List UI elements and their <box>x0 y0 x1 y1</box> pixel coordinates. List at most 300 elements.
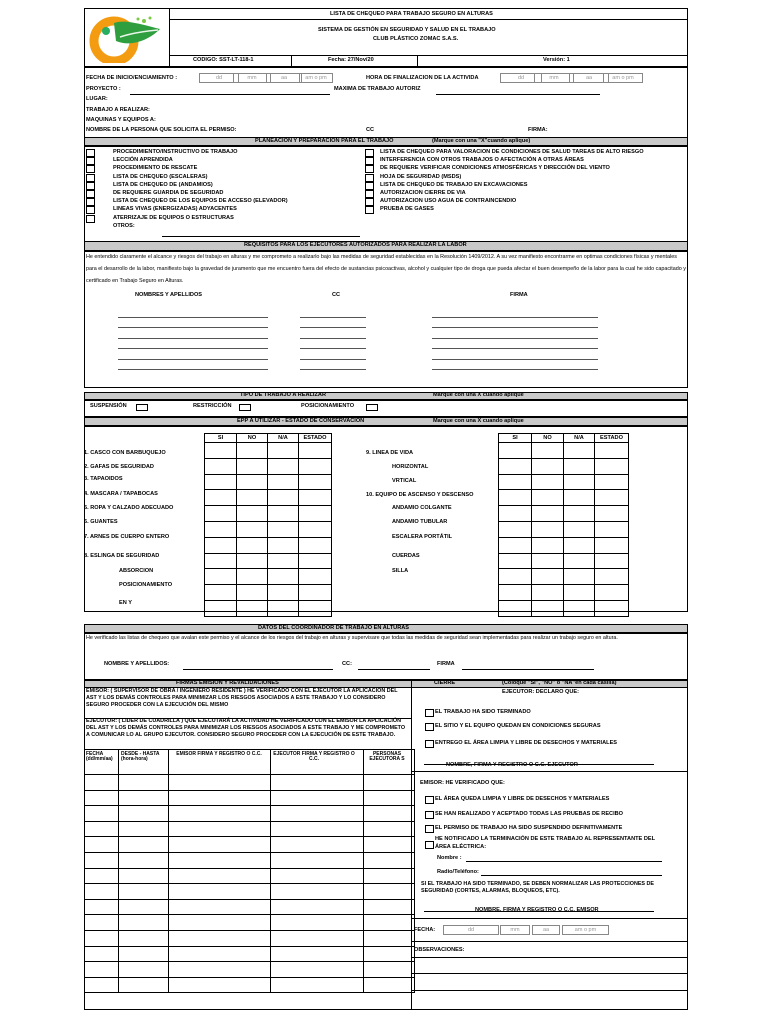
coordinator-name-line[interactable] <box>183 669 333 670</box>
revalidation-cell[interactable] <box>85 775 119 791</box>
epp-right-item: VRTICAL <box>392 478 417 484</box>
epp-check-cell[interactable] <box>299 600 332 616</box>
closure-radio-label: Radio/Teléfono: <box>437 869 479 875</box>
epp-check-cell[interactable] <box>205 443 237 459</box>
executor-cc-line[interactable] <box>300 359 366 360</box>
revalidation-cell[interactable] <box>364 899 415 915</box>
max-time-label: MAXIMA DE TRABAJO AUTORIZ <box>334 86 421 92</box>
epp-check-cell[interactable] <box>532 553 564 569</box>
start-mm-field[interactable]: mm <box>233 73 271 83</box>
revalidation-cell[interactable] <box>271 930 364 946</box>
epp-check-cell[interactable] <box>205 585 237 601</box>
revalidation-cell[interactable] <box>169 915 271 931</box>
requester-cc-label: CC <box>366 127 375 133</box>
revalidation-cell[interactable] <box>119 806 169 822</box>
revalidation-cell[interactable] <box>169 946 271 962</box>
executor-cc-line[interactable] <box>300 317 366 318</box>
closure-executor-checkbox[interactable] <box>425 740 434 748</box>
revalidation-header-cell <box>271 750 364 775</box>
revalidation-cell[interactable] <box>364 962 415 978</box>
epp-check-cell[interactable] <box>237 521 268 537</box>
epp-check-cell[interactable] <box>595 474 629 490</box>
closure-ampm-field[interactable]: am o pm <box>562 925 609 935</box>
coordinator-title: DATOS DEL COORDINADOR DE TRABAJO EN ALTURAS <box>258 625 410 631</box>
epp-check-cell[interactable] <box>299 585 332 601</box>
revalidation-cell[interactable] <box>119 790 169 806</box>
planning-right-checkbox[interactable] <box>365 206 374 214</box>
epp-check-cell[interactable] <box>299 521 332 537</box>
revalidation-cell[interactable] <box>271 806 364 822</box>
normalize-text: SI EL TRABAJO HA SIDO TERMINADO, SE DEBEN NORMALIZAR LAS PROTECCIONES DE SEGURIDAD (CORTES, ALARMAS, BLOQUEOS, ETC). <box>421 881 655 894</box>
revalidation-cell[interactable] <box>364 821 415 837</box>
revalidation-cell[interactable] <box>271 837 364 853</box>
epp-check-cell[interactable] <box>499 585 532 601</box>
epp-check-cell[interactable] <box>237 537 268 553</box>
epp-check-cell[interactable] <box>532 600 564 616</box>
epp-check-cell[interactable] <box>564 553 595 569</box>
planning-right-checkbox[interactable] <box>365 174 374 182</box>
epp-check-cell[interactable] <box>237 569 268 585</box>
signatures-title: FIRMAS EMISIÓN Y REVALIDACIONES <box>176 680 279 686</box>
epp-check-cell[interactable] <box>564 585 595 601</box>
epp-check-cell[interactable] <box>205 474 237 490</box>
revalidation-cell[interactable] <box>169 790 271 806</box>
col-emitter-label: EMISOR FIRMA Y REGISTRO O C.C. <box>176 751 262 757</box>
revalidation-cell[interactable] <box>119 775 169 791</box>
planning-right-item: HOJA DE SEGURIDAD (MSDS) <box>380 173 462 180</box>
revalidation-cell[interactable] <box>85 790 119 806</box>
observations-label: OBSERVACIONES: <box>414 947 465 953</box>
epp-left-item: 4. MASCARA / TAPABOCAS <box>84 491 158 497</box>
epp-check-cell[interactable] <box>499 521 532 537</box>
epp-check-cell[interactable] <box>268 474 299 490</box>
option-positioning-checkbox[interactable] <box>366 404 378 411</box>
revalidation-cell[interactable] <box>169 930 271 946</box>
epp-check-cell[interactable] <box>499 506 532 522</box>
start-aa-field[interactable]: aa <box>266 73 302 83</box>
epp-check-cell[interactable] <box>237 443 268 459</box>
work-type-note: Marque con una X cuando aplique <box>433 392 524 398</box>
revalidation-cell[interactable] <box>169 899 271 915</box>
revalidation-cell[interactable] <box>271 962 364 978</box>
epp-check-cell[interactable] <box>499 458 532 474</box>
revalidation-cell[interactable] <box>85 806 119 822</box>
epp-check-cell[interactable] <box>595 553 629 569</box>
work-label: TRABAJO A REALIZAR: <box>86 107 150 113</box>
planning-left-item: LECCIÓN APRENDIDA <box>113 157 173 164</box>
epp-check-cell[interactable] <box>532 537 564 553</box>
epp-check-cell[interactable] <box>532 443 564 459</box>
revalidation-cell[interactable] <box>271 977 364 993</box>
revalidation-cell[interactable] <box>85 899 119 915</box>
revalidation-cell[interactable] <box>85 946 119 962</box>
revalidation-cell[interactable] <box>364 806 415 822</box>
requirements-title: REQUISITOS PARA LOS EJECUTORES AUTORIZADOS PARA REALIZAR LA LABOR <box>244 242 467 248</box>
col-cc-label: CC <box>332 292 341 298</box>
executor-cc-line[interactable] <box>300 369 366 370</box>
executor-name-line[interactable] <box>118 348 268 349</box>
revalidation-cell[interactable] <box>119 868 169 884</box>
epp-title: EPP A UTILIZAR - ESTADO DE CONSERVACION <box>237 418 365 424</box>
start-ampm-field[interactable]: am o pm <box>299 73 333 83</box>
system-line-1: SISTEMA DE GESTIÓN EN SEGURIDAD Y SALUD EN EL TRABAJO <box>318 27 496 33</box>
epp-left-item: ABSORCION <box>119 568 154 574</box>
start-dd-field[interactable]: dd <box>199 73 239 83</box>
executor-declaration: EJECUTOR: ( LIDER DE CUADRILLA ) QUE EJECUTARÁ LA ACTIVIDAD HE VERIFICADO CON EL EMISOR LA APLICACIÓN DEL AST Y LOS DEMÁS CONTROLES PARA MINIMIZAR LOS RIESGOS ASOCIADOS A ESTE TRABAJO Y ME COMPROMETO A COMUNICAR LO AL GRUPO EJECUTOR. CONSIDERO SEGURO PROCEDER CON LA EJECUCIÓN DE ESTE TRABAJO. <box>86 718 406 738</box>
closure-executor-checkbox[interactable] <box>425 723 434 731</box>
epp-check-cell[interactable] <box>499 600 532 616</box>
option-suspension-label: SUSPENSIÓN <box>90 403 127 409</box>
epp-check-cell[interactable] <box>532 506 564 522</box>
epp-check-cell[interactable] <box>205 506 237 522</box>
executor-cc-line[interactable] <box>300 348 366 349</box>
executor-name-line[interactable] <box>118 338 268 339</box>
planning-right-item: AUTORIZACION USO AGUA DE CONTRAINCENDIO <box>380 198 517 205</box>
system-line-2: CLUB PLÁSTICO ZOMAC S.A.S. <box>373 36 459 42</box>
revalidation-cell[interactable] <box>119 977 169 993</box>
planning-left-checkbox[interactable] <box>86 190 95 198</box>
revalidation-cell[interactable] <box>169 884 271 900</box>
epp-check-cell[interactable] <box>205 537 237 553</box>
option-restriction-checkbox[interactable] <box>239 404 251 411</box>
planning-right-checkbox[interactable] <box>365 165 374 173</box>
epp-check-cell[interactable] <box>268 521 299 537</box>
epp-check-cell[interactable] <box>205 458 237 474</box>
option-suspension-checkbox[interactable] <box>136 404 148 411</box>
option-restriction-label: RESTRICCIÓN <box>193 403 232 409</box>
revalidation-cell[interactable] <box>364 915 415 931</box>
epp-check-cell[interactable] <box>299 490 332 506</box>
executor-cc-line[interactable] <box>300 338 366 339</box>
epp-check-cell[interactable] <box>268 443 299 459</box>
revalidation-cell[interactable] <box>271 946 364 962</box>
epp-header-cell: ESTADO <box>595 434 629 443</box>
revalidation-cell[interactable] <box>119 852 169 868</box>
epp-check-cell[interactable] <box>499 443 532 459</box>
planning-left-checkbox[interactable] <box>86 157 95 165</box>
revalidation-cell[interactable] <box>85 962 119 978</box>
revalidation-cell[interactable] <box>271 915 364 931</box>
epp-check-cell[interactable] <box>299 553 332 569</box>
coordinator-cc-line[interactable] <box>358 669 430 670</box>
planning-left-item: PROCEDIMIENTO DE RESCATE <box>113 165 198 172</box>
epp-check-cell[interactable] <box>564 474 595 490</box>
planning-right-checkbox[interactable] <box>365 198 374 206</box>
planning-note: (Marque con una "X"cuando aplique) <box>432 138 531 144</box>
planning-left-checkbox[interactable] <box>86 198 95 206</box>
epp-check-cell[interactable] <box>564 458 595 474</box>
revalidation-header-cell <box>85 750 119 775</box>
revalidation-cell[interactable] <box>85 930 119 946</box>
epp-note: Marque con una X cuando aplique <box>433 418 524 424</box>
epp-check-cell[interactable] <box>595 490 629 506</box>
epp-header-cell: SI <box>205 434 237 443</box>
revalidation-cell[interactable] <box>364 790 415 806</box>
epp-left-item: 3. TAPAOIDOS <box>84 476 123 482</box>
coordinator-signature-line[interactable] <box>462 669 594 670</box>
closure-emitter-checkbox[interactable] <box>425 796 434 804</box>
revalidation-cell[interactable] <box>169 977 271 993</box>
epp-header-cell: NO <box>532 434 564 443</box>
planning-left-checkbox[interactable] <box>86 165 95 173</box>
epp-check-cell[interactable] <box>237 490 268 506</box>
revalidation-cell[interactable] <box>364 775 415 791</box>
epp-check-cell[interactable] <box>268 600 299 616</box>
epp-check-cell[interactable] <box>499 569 532 585</box>
planning-left-item: OTROS: <box>113 222 135 229</box>
executor-name-line[interactable] <box>118 317 268 318</box>
closure-name-line[interactable] <box>466 861 662 862</box>
epp-check-cell[interactable] <box>595 521 629 537</box>
closure-title: CIERRE <box>434 680 456 686</box>
epp-check-cell[interactable] <box>268 458 299 474</box>
epp-check-cell[interactable] <box>237 458 268 474</box>
revalidation-cell[interactable] <box>169 868 271 884</box>
revalidation-cell[interactable] <box>271 899 364 915</box>
end-mm-field[interactable]: mm <box>534 73 574 83</box>
epp-check-cell[interactable] <box>499 553 532 569</box>
epp-check-cell[interactable] <box>237 474 268 490</box>
closure-executor-item: EL TRABAJO HA SIDO TERMINADO <box>435 709 531 715</box>
epp-check-cell[interactable] <box>595 458 629 474</box>
planning-left-checkbox[interactable] <box>86 174 95 182</box>
epp-check-cell[interactable] <box>595 506 629 522</box>
requirements-text: He entendido claramente el alcance y riesgos del trabajo en alturas y me comprometo a realizarlo bajo las medidas de seguridad establecidas en la Resolución 1409/2012. A su vez manifiesto encontrarme en optimas condiciones físicas y mentales para el desarrollo de la labor, manifiesto bajo la gravedad de juramento que me encuentro fuera del efecto de sustancias psicoactivas, alcohol y cualquier tipo de droga que pueda afectar el buen desempeño de la labor para la cual he sido capacitado y certificado en Trabajo Seguro en Alturas. <box>86 254 686 284</box>
epp-check-cell[interactable] <box>532 569 564 585</box>
epp-left-item: 2. GAFAS DE SEGURIDAD <box>84 464 154 470</box>
start-date-label: FECHA DE INICIO/ENCIAMIENTO : <box>86 75 178 81</box>
epp-check-cell[interactable] <box>205 521 237 537</box>
epp-left-item: 8. ESLINGA DE SEGURIDAD <box>84 553 160 559</box>
revalidation-cell[interactable] <box>364 946 415 962</box>
closure-aa-field[interactable]: aa <box>532 925 560 935</box>
epp-check-cell[interactable] <box>237 553 268 569</box>
epp-check-cell[interactable] <box>532 474 564 490</box>
planning-left-item: LISTA DE CHEQUEO DE LOS EQUIPOS DE ACCESO (ELEVADOR) <box>113 198 288 205</box>
project-line[interactable] <box>130 94 330 95</box>
revalidation-grid[interactable] <box>84 749 415 993</box>
revalidation-cell[interactable] <box>85 837 119 853</box>
epp-check-cell[interactable] <box>595 600 629 616</box>
revalidation-cell[interactable] <box>119 946 169 962</box>
epp-right-table[interactable] <box>498 433 629 617</box>
executor-signature-line[interactable] <box>432 327 598 328</box>
executor-signature-line[interactable] <box>432 369 598 370</box>
epp-check-cell[interactable] <box>299 537 332 553</box>
epp-check-cell[interactable] <box>532 458 564 474</box>
revalidation-cell[interactable] <box>364 852 415 868</box>
epp-right-item: ANDAMIO TUBULAR <box>392 519 448 525</box>
epp-check-cell[interactable] <box>299 458 332 474</box>
revalidation-cell[interactable] <box>169 821 271 837</box>
epp-check-cell[interactable] <box>299 474 332 490</box>
executor-signature-line[interactable] <box>432 317 598 318</box>
epp-header-cell: NO <box>237 434 268 443</box>
epp-check-cell[interactable] <box>299 443 332 459</box>
epp-check-cell[interactable] <box>564 537 595 553</box>
revalidation-cell[interactable] <box>271 821 364 837</box>
executor-signature-line[interactable] <box>432 359 598 360</box>
revalidation-cell[interactable] <box>364 977 415 993</box>
epp-check-cell[interactable] <box>268 569 299 585</box>
executor-name-line[interactable] <box>118 369 268 370</box>
closure-emitter-item: HE NOTIFICADO LA TERMINACIÓN DE ESTE TRABAJO AL REPRESENTANTE DEL ÁREA ELÉCTRICA: <box>435 836 655 850</box>
closure-emitter-checkbox[interactable] <box>425 841 434 849</box>
planning-right-item: PRUEBA DE GASES <box>380 206 434 213</box>
planning-right-checkbox[interactable] <box>365 157 374 165</box>
revalidation-cell[interactable] <box>271 868 364 884</box>
closure-executor-item: EL SITIO Y EL EQUIPO QUEDAN EN CONDICIONES SEGURAS <box>435 723 601 729</box>
epp-check-cell[interactable] <box>268 585 299 601</box>
epp-check-cell[interactable] <box>237 600 268 616</box>
epp-header-cell: SI <box>499 434 532 443</box>
closure-emitter-item: EL ÁREA QUEDA LIMPIA Y LIBRE DE DESECHOS Y MATERIALES <box>435 796 610 802</box>
planning-left-checkbox[interactable] <box>86 149 95 157</box>
epp-left-item: 6. GUANTES <box>84 519 118 525</box>
end-aa-field[interactable]: aa <box>569 73 609 83</box>
revalidation-cell[interactable] <box>169 852 271 868</box>
epp-check-cell[interactable] <box>299 506 332 522</box>
revalidation-cell[interactable] <box>85 977 119 993</box>
epp-check-cell[interactable] <box>268 537 299 553</box>
epp-check-cell[interactable] <box>205 553 237 569</box>
epp-check-cell[interactable] <box>499 474 532 490</box>
epp-check-cell[interactable] <box>564 569 595 585</box>
epp-check-cell[interactable] <box>205 569 237 585</box>
planning-left-checkbox[interactable] <box>86 206 95 214</box>
epp-check-cell[interactable] <box>595 537 629 553</box>
executor-name-line[interactable] <box>118 359 268 360</box>
revalidation-cell[interactable] <box>364 837 415 853</box>
epp-check-cell[interactable] <box>268 553 299 569</box>
planning-left-checkbox[interactable] <box>86 182 95 190</box>
revalidation-cell[interactable] <box>119 915 169 931</box>
revalidation-cell[interactable] <box>119 837 169 853</box>
revalidation-cell[interactable] <box>169 806 271 822</box>
epp-check-cell[interactable] <box>237 585 268 601</box>
closure-emitter-checkbox[interactable] <box>425 825 434 833</box>
epp-check-cell[interactable] <box>564 600 595 616</box>
planning-right-checkbox[interactable] <box>365 190 374 198</box>
revalidation-cell[interactable] <box>119 884 169 900</box>
planning-right-item: AUTORIZACION CIERRE DE VIA <box>380 190 466 196</box>
planning-title: PLANEACIÓN Y PREPARACIÓN PARA EL TRABAJO <box>255 138 394 144</box>
col-from-label: DESDE - HASTA (hora-hora) <box>121 751 160 762</box>
revalidation-cell[interactable] <box>119 821 169 837</box>
coordinator-text: He verificado las listas de chequeo que avalan este permiso y el alcance de los riesgos del trabajo en alturas y supervisare que todas las medidas de seguridad sean implementadas para realizar un trabajo seguro en altura. <box>86 635 618 641</box>
revalidation-cell[interactable] <box>364 884 415 900</box>
executor-signature-line[interactable] <box>432 348 598 349</box>
closure-name-label: Nombre : <box>437 855 462 861</box>
epp-header-cell: N/A <box>564 434 595 443</box>
emitter-sign-label: NOMBRE, FIRMA Y REGISTRO O C.C. EMISOR <box>475 907 599 913</box>
epp-check-cell[interactable] <box>499 537 532 553</box>
revalidation-cell[interactable] <box>271 775 364 791</box>
epp-check-cell[interactable] <box>237 506 268 522</box>
revalidation-cell[interactable] <box>85 852 119 868</box>
epp-check-cell[interactable] <box>532 585 564 601</box>
epp-left-item: 1. CASCO CON BARBUQUEJO <box>84 450 166 456</box>
planning-other-line[interactable] <box>162 236 360 237</box>
epp-right-item: SILLA <box>392 568 409 574</box>
epp-right-item: 10. EQUIPO DE ASCENSO Y DESCENSO <box>366 492 474 498</box>
form-title: LISTA DE CHEQUEO PARA TRABAJO SEGURO EN ALTURAS <box>330 11 493 17</box>
closure-dd-field[interactable]: dd <box>443 925 499 935</box>
revalidation-cell[interactable] <box>85 915 119 931</box>
planning-right-checkbox[interactable] <box>365 182 374 190</box>
revalidation-cell[interactable] <box>119 962 169 978</box>
epp-check-cell[interactable] <box>205 600 237 616</box>
revalidation-cell[interactable] <box>119 899 169 915</box>
revalidation-cell[interactable] <box>85 868 119 884</box>
end-dd-field[interactable]: dd <box>500 73 542 83</box>
revalidation-cell[interactable] <box>119 930 169 946</box>
epp-left-item: EN Y <box>119 600 132 606</box>
revalidation-cell[interactable] <box>364 930 415 946</box>
executor-signature-line[interactable] <box>432 338 598 339</box>
closure-radio-line[interactable] <box>481 875 662 876</box>
epp-check-cell[interactable] <box>595 443 629 459</box>
planning-right-item: LISTA DE CHEQUEO PARA VALORACION DE CONDICIONES DE SALUD TAREAS DE ALTO RIESGO <box>380 149 644 155</box>
epp-left-item: 5. ROPA Y CALZADO ADECUADO <box>84 505 174 511</box>
planning-right-checkbox[interactable] <box>365 149 374 157</box>
executor-cc-line[interactable] <box>300 327 366 328</box>
epp-check-cell[interactable] <box>564 443 595 459</box>
epp-left-item: POSICIONAMIENTO <box>119 582 173 588</box>
epp-check-cell[interactable] <box>532 490 564 506</box>
coordinator-cc-label: CC: <box>342 661 352 667</box>
closure-mm-field[interactable]: mm <box>500 925 530 935</box>
revalidation-cell[interactable] <box>169 837 271 853</box>
revalidation-cell[interactable] <box>169 962 271 978</box>
epp-check-cell[interactable] <box>595 585 629 601</box>
closure-emitter-checkbox[interactable] <box>425 811 434 819</box>
epp-check-cell[interactable] <box>564 521 595 537</box>
revalidation-cell[interactable] <box>271 852 364 868</box>
revalidation-cell[interactable] <box>85 821 119 837</box>
revalidation-cell[interactable] <box>271 884 364 900</box>
closure-executor-checkbox[interactable] <box>425 709 434 717</box>
planning-left-item: PROCEDIMIENTO/INSTRUCTIVO DE TRABAJO <box>113 149 238 155</box>
epp-check-cell[interactable] <box>499 490 532 506</box>
epp-left-table[interactable] <box>204 433 332 617</box>
col-names-label: NOMBRES Y APELLIDOS <box>135 292 203 298</box>
epp-check-cell[interactable] <box>299 569 332 585</box>
epp-check-cell[interactable] <box>564 490 595 506</box>
epp-right-item: 9. LINEA DE VIDA <box>366 450 414 456</box>
max-time-line[interactable] <box>436 94 600 95</box>
executor-name-line[interactable] <box>118 327 268 328</box>
epp-check-cell[interactable] <box>268 506 299 522</box>
epp-check-cell[interactable] <box>532 521 564 537</box>
epp-check-cell[interactable] <box>268 490 299 506</box>
planning-right-item: INTERFERENCIA CON OTROS TRABAJOS O AFECTACIÓN A OTRAS ÁREAS <box>380 157 584 164</box>
epp-check-cell[interactable] <box>205 490 237 506</box>
end-ampm-field[interactable]: am o pm <box>603 73 643 83</box>
revalidation-cell[interactable] <box>85 884 119 900</box>
place-label: LUGAR: <box>86 96 108 102</box>
col-signature-label: FIRMA <box>510 292 528 298</box>
coordinator-name-label: NOMBRE Y APELLIDOS: <box>104 661 170 667</box>
planning-left-checkbox[interactable] <box>86 215 95 223</box>
revalidation-cell[interactable] <box>169 775 271 791</box>
end-time-label: HORA DE FINALIZACION DE LA ACTIVIDA <box>366 75 479 81</box>
epp-check-cell[interactable] <box>595 569 629 585</box>
epp-check-cell[interactable] <box>564 506 595 522</box>
form-code: CODIGO: SST-LT-118-1 <box>193 57 254 63</box>
revalidation-cell[interactable] <box>364 868 415 884</box>
revalidation-cell[interactable] <box>271 790 364 806</box>
